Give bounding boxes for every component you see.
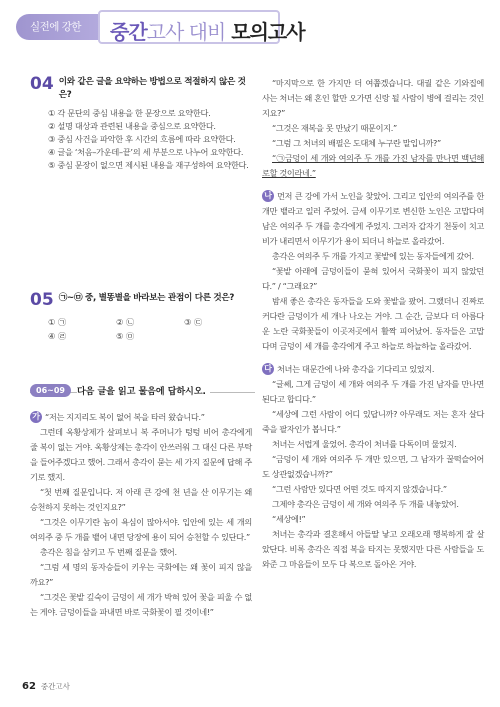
passage-na — [262, 189, 484, 354]
passage-line: 그제야 총각은 금덩이 세 개와 여의주 두 개를 내놓았어. — [272, 499, 459, 509]
question-text: 이와 같은 글을 요약하는 방법으로 적절하지 않은 것은? — [58, 77, 246, 100]
right-column — [262, 76, 484, 572]
question-text: ㉠~㉤ 중, 별똥별을 바라보는 관점이 다른 것은? — [58, 293, 235, 303]
passage-line: “그것은 꽃밭 깊숙이 금덩이 세 개가 박혀 있어 꽃을 피울 수 없는 게야. 금덩이들을 파내면 바로 국화꽃이 필 것이네!” — [30, 592, 252, 617]
passage-badge: 다 — [262, 363, 274, 375]
passage-line: “마지막으로 한 가지만 더 여쭙겠습니다. 대궐 같은 기와집에 사는 처녀는 왜 혼인 할만 오가면 신랑 될 사람이 병에 걸리는 것인지요?” — [262, 78, 484, 118]
passage-line: 먼저 큰 강에 가서 노인을 찾았어. 그리고 입안의 여의주를 한 개만 뱉라고 일러 주었어. 금세 이무기로 변신한 노인은 고맙다며 남은 여의주 두 개를 총각에게 주었지. 그러자 갑자기 천둥이 치고 비가 내리면서 이무기가 용이 되더니 하늘로 올라갔어. — [262, 191, 484, 246]
question-number: 05 — [30, 290, 54, 310]
choice-grid — [30, 317, 250, 342]
passage-line: “그런 사람만 있다면 어떤 것도 따지지 않겠습니다.” — [272, 484, 447, 494]
passage-line: “그것은 이무기란 놈이 욕심이 많아서야. 입안에 있는 세 개의 여의주 중 두 개를 뱉어 내면 당장에 용이 되어 승천할 수 있단다.” — [30, 517, 252, 542]
passage-line: 밤새 좋은 총각은 동자들을 도와 꽃밭을 팠어. 그랬더니 진짜로 커다란 금덩이가 세 개나 나오는 거야. 그 순간, 금보다 더 아름다운 노란 국화꽃들이 이곳저곳에서 활짝 피어났어. 동자들은 고맙다며 금덩이 세 개를 총각에게 주고 하늘로 하늘하늘 올라갔어. — [262, 296, 484, 351]
choice-list — [30, 107, 250, 172]
page-number: 62 — [22, 681, 36, 692]
title-mid: 고사 대비 — [146, 20, 226, 44]
passage-line: “세상에!” — [272, 514, 306, 524]
passage-line: “세상에 그런 사람이 어디 있답니까? 아무래도 저는 혼자 살다 죽을 팔자인가 봅니다.” — [262, 409, 484, 434]
passage-badge: 나 — [262, 190, 274, 202]
choice-3[interactable]: ③ 중심 사건을 파악한 후 시간의 흐름에 따라 요약한다. — [48, 134, 236, 144]
range-badge: 06~09 — [30, 384, 71, 397]
passage-line: 처녀는 총각과 결혼해서 아들딸 낳고 오래오래 행복하게 잘 살았단다. 비록 총각은 직접 복을 타지는 못했지만 다른 사람들을 도와준 그 마음들이 모두 다 복으로 돌아온 거야. — [262, 529, 484, 569]
passage-line: “저는 지지리도 복이 없어 복을 타러 왔습니다.” — [45, 412, 205, 422]
choice-5[interactable]: ⑤ 중심 문장이 없으면 제시된 내용을 재구성하여 요약한다. — [48, 160, 249, 170]
passage-line: 총각은 여의주 두 개를 가지고 꽃밭에 있는 동자들에게 갔어. — [272, 251, 474, 261]
passage-line: “그것은 재복을 못 만났기 때문이지.” — [272, 123, 397, 133]
passage-ga — [30, 410, 252, 620]
title-dark: 모의고사 — [231, 20, 305, 44]
passage-line: “그럼 그 처녀의 배필은 도대체 누구란 말입니까?” — [272, 138, 441, 148]
passage-line: 처녀는 대문간에 나와 총각을 기다리고 있었지. — [277, 364, 435, 374]
section-header — [30, 384, 210, 397]
section-instruction: 다음 글을 읽고 물음에 답하시오. — [77, 384, 210, 397]
page-header — [16, 10, 305, 44]
question-04 — [30, 76, 250, 172]
passage-line: “그럼 세 명의 동자승들이 키우는 국화에는 왜 꽃이 피지 않을까요?” — [30, 562, 252, 587]
choice-3[interactable]: ③ ㉢ — [184, 317, 203, 327]
choice-1[interactable]: ① ㉠ — [48, 317, 67, 327]
left-column — [30, 76, 250, 342]
page-title — [110, 16, 305, 45]
choice-4[interactable]: ④ ㉣ — [48, 331, 67, 341]
page-footer — [22, 681, 70, 692]
header-tab-label: 실전에 강한 — [30, 21, 82, 33]
passage-da — [262, 362, 484, 572]
passage-line: “금덩이 세 개와 여의주 두 개만 있으면, 그 남자가 꿀떡슬어어도 상관없겠습니까?” — [262, 454, 484, 479]
choice-2[interactable]: ② 설명 대상과 관련된 내용을 중심으로 요약한다. — [48, 121, 216, 131]
choice-4[interactable]: ④ 글을 ‘처음–가운데–끝’의 세 부분으로 나누어 요약한다. — [48, 147, 244, 157]
header-title-box — [98, 10, 305, 44]
passage-line: 처녀는 서럽게 울었어. 총각이 처녀를 다독이며 물었지. — [272, 439, 457, 449]
passage-line: 그런데 옥황상제가 살펴보니 복 주머니가 텅텅 비어 총각에게 줄 복이 없는 거야. 옥황상제는 총각이 안쓰러워 그 대신 다른 부탁을 들어주겠다고 했어. 그래서 총각이 묻는 세 가지 질문에 답해 주기로 했지. — [30, 427, 252, 482]
passage-line: 총각은 침을 삼키고 두 번째 질문을 했어. — [40, 547, 177, 557]
choice-1[interactable]: ① 각 문단의 중심 내용을 한 문장으로 요약한다. — [48, 108, 211, 118]
question-number: 04 — [30, 74, 54, 94]
question-05 — [30, 292, 250, 342]
footer-label: 중간고사 — [40, 682, 70, 691]
choice-2[interactable]: ② ㉡ — [116, 317, 135, 327]
choice-5[interactable]: ⑤ ㉤ — [116, 331, 135, 341]
underlined-sentence: “㉠금덩이 세 개와 여의주 두 개를 가진 남자를 만나면 백년해로할 것이라네.” — [262, 153, 484, 178]
passage-line: “첫 번째 질문입니다. 저 아래 큰 강에 천 년을 산 이무기는 왜 승천하지 못하는 것인지요?” — [30, 487, 252, 512]
title-strong: 중간 — [110, 20, 147, 44]
passage-line: “꽃밭 아래에 금덩이들이 묻혀 있어서 국화꽃이 피지 않았던다.” / “그래요?” — [262, 266, 484, 291]
passage-badge: 가 — [30, 411, 42, 423]
passage-line: “글쎄, 그게 금덩이 세 개와 여의주 두 개를 가진 남자를 만나면 된다고 합디다.” — [262, 379, 484, 404]
